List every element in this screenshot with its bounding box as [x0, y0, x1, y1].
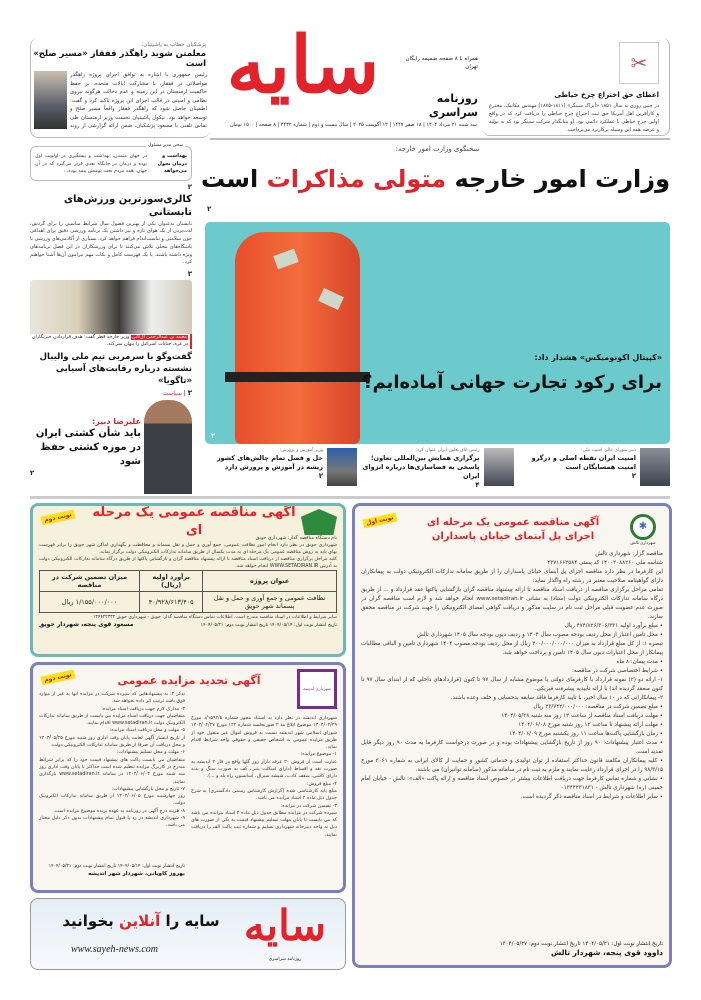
ad-line: • مبلغ برآورد اولیه ۴۷۴/۸۲۶/۳۰۶/۳۳۱ ریال — [564, 623, 663, 629]
qatar-minister-photo — [30, 280, 192, 334]
ad-line: ۲- مبلغ فروش: — [306, 781, 337, 787]
online-banner[interactable] — [30, 898, 346, 970]
story-body: رئیس جمهوری با اشاره به توافق اجرای پروژه راهگذر مواصلاتی در قفقاز، با مشارکت ایالات متحده، بر حفظ حاکمیت ارمنستان در این زمینه و عدم دخالت هرگونه نیروی نظامی و امنیتی در قالب اجرای این پروژه تاکید کرد و گفت: اطمینان حاصل شود که راهگذر قفقاز واقعاً مسیر صلح و توسعه خواهد بود. نیکول پاشینیان نخست وزیر ارمنستان طی تماس تلفنی با مسعود پزشکیان، ضمن ارائه گزارشی از روند — [70, 72, 207, 129]
ad-dates: تاریخ انتشار نوبت اول: ۱۴۰۴/۰۵/۱۴ تاریخ انتشار نوبت دوم: ۱۴۰۴/۰۵/۲۱ — [200, 622, 337, 628]
hoveyzeh-logo — [301, 509, 337, 535]
ad-line: عبارت است از فروش ۳۰ غرفه بازار روز گلها واقع در فاز ۲ اندیشه به صورت نقد و اقساط (دارای اسکلت بتنی، کف به صورت سنگ و بدنه دارای کاشی، سقف کاذب، شیشه سیرال، آسانسور، راه پله و ...). — [191, 759, 337, 780]
tender-table — [39, 570, 337, 613]
ad-line: ۸- هزینه درج آگهی در روزنامه به عهده برنده موضوع مزایده است. — [53, 808, 185, 814]
mini-stories — [205, 448, 670, 492]
wrestling-speaker: علیرضا دبیر: — [91, 417, 141, 427]
table-header: عنوان پروژه — [203, 571, 337, 592]
lead-kicker: سخنگوی وزارت امور خارجه: — [395, 145, 480, 153]
table-cell: ۴۰/۹۲۸/۶۱۳/۴۰۵ — [140, 592, 203, 613]
banner-text: سایه را — [160, 912, 220, 930]
page-ref: ۳ — [187, 388, 192, 397]
ad-line: شهرداری حویق در نظر دارد انجام امور نظافت عمومی، جمع آوری و حمل و نقل پسماند و محافظت و نگهداری اماکن شهر حویق را برابر فهرست بهای پایه به روش مناقصه عمومی یک مرحله ای به مدت یکسال از طریق سامانه تدارکات الکترونیکی دولت برگزار نماید. — [39, 543, 337, 555]
editorial-label: سخن مدیر مسئول — [148, 143, 183, 148]
ad-line: • مدت پیمان: ۸ ماه — [616, 659, 663, 665]
feature-title: برای رکود تجارت جهانی آماده‌ایم؟ — [362, 372, 662, 393]
ad-body — [39, 535, 337, 570]
ad-line: روز چهارشنبه مورخ ۱۴۰۴/۰۶/۰۵ از طریق سامانه تدارکات الکترونیک دولت. — [39, 794, 185, 807]
story-title: امنیت ایران نقطه اصلی و درگرو امنیت همسایگان است — [531, 454, 636, 471]
ad-line: از تاریخ انتشار آگهی لغایت پایان وقت اداری روز شنبه مورخ ۱۴۰۴/۰۵/۲۵ و محل دریافت آن صرفا از طریق سامانه تدارکات الکترونیکی دولت. — [39, 735, 185, 749]
ad-dates: تاریخ انتشار نوبت اول: ۱۴۰۴/۰۵/۱۴ تاریخ انتشار نوبت دوم: ۱۴۰۴/۰۵/۲۱ — [48, 864, 185, 869]
page-ref: ۲ — [631, 472, 636, 480]
ad-line: • شرایط اختصاصی شرکت در مناقصه: — [572, 668, 663, 674]
masthead-right-story — [482, 38, 670, 136]
andisheh-logo: شهرداری اندیشه — [297, 669, 337, 709]
wrestler-photo — [144, 400, 192, 495]
table-cell: نظافت عمومی و جمع آوری و حمل و نقل پسماند شهر حویق — [203, 592, 337, 613]
ad-line: ۱- موضوع مزایده: — [300, 752, 337, 758]
banner-tagline: روزنامه سراسری — [268, 957, 302, 962]
headline-highlight: متولی مذاکرات — [266, 165, 447, 193]
talesh-logo — [623, 514, 663, 546]
editorial-title: بهداشت و درمان تحول می‌خواهد — [157, 153, 187, 174]
masthead-rule — [210, 138, 670, 140]
flower-icon: ✱ — [630, 514, 656, 540]
masthead-logo[interactable] — [218, 18, 388, 118]
page-ref: ۲ — [30, 469, 35, 478]
ad-line: ۲- پیمانکارانی که در ۱۰ سال اخیر، با تایید کارفرما فاقد سابقه بدحسابی و خلف وعده باشند. — [450, 695, 663, 701]
page-ref: ۲ — [187, 182, 192, 191]
ad-line: متقاضیان جهت دریافت اسناد مزایده می بایست از طریق سامانه تدارکات الکترونیک دولت www.setadiran.ir اقدام نمایند. — [39, 713, 185, 727]
ad-badge: نوبت اول — [362, 513, 397, 529]
ad-badge: نوبت دوم — [40, 510, 75, 526]
story-title[interactable]: معلمتن شوید راهگذر قفقاز «مسیر صلح» است — [33, 49, 206, 69]
money-note — [273, 249, 298, 270]
caption-text: وزیر خارجه قطر گفت: هدف قراردادن خبرنگاران در غزه، جنایات اسرائیل را پنهان نمی‌کند. — [31, 334, 188, 347]
editorial-box[interactable] — [30, 143, 192, 181]
supplement-note: همراه با ۸ صفحه ضمیمه رایگان تهران — [405, 56, 478, 70]
ad-line: تبصره ۱: از کل مبلغ قرارداد به میزان ۳۰۰/۰۰۰/۰۰۰/۰۰۰ ریال از محل ردیف بودجه مصوب ۱۴۰۴ شهرداری تامین و الباقی مطالبات پیمانکار از محل اعتبارات دیون سال ۱۴۰۵ تامین و پرداخت خواهد شد. — [361, 641, 663, 656]
wrestling-story[interactable] — [30, 400, 192, 495]
story-kicker: وزیر آموزش و پرورش: — [279, 448, 323, 453]
ad-body-left — [39, 691, 185, 863]
story-title[interactable]: اعطای حق اختراع چرخ خیاطی — [554, 91, 659, 99]
ad-line: این کارفرما در نظر دارد مناقصه اجرای پل آبنمای خیابان پاسداران را از طریق سامانه تدارکات الکترونیکی دولت به پیمانکاران دارای گواهینامه صلاحیت معتبر در رشته راه واگذار نماید: — [361, 569, 663, 584]
story-body: در چنین روزی به سال ۱۸۵۱ «آیزاک سینگر» (۱۸۱۱-۱۸۷۵) مهندس مکانیک، مخترع و کارآفرین اهل آمریکا حق ثبت اختراع چرخ خیاطی را دریافت کرد که در واقع اولین چرخ خیاطی با عملکرد دائمی بود. او بنیانگذار شرکت سینگر بود که به تولید و عرضه همه این وسیله پرکاربرد می‌پرداخت. — [489, 103, 659, 133]
ad-line: تمامی مراحل برگزاری مناقصه از دریافت اسناد مناقصه تا ارائه پیشنهاد مناقصه گران بازگشایی پاکتها عقد قرارداد و ... از طریق درگاه سامانه تدارکات الکترونیکی دولت (ستاد) به نشانی www.setadiran.ir انجام خواهد شد و لازم است مناقصه گران در صورت عدم عضویت قبلی مراحل ثبت نام در سایت مذکور و دریافت گواهی امضای الکترونیکی را جهت شرکت در مناقصه محقق سازند. — [361, 587, 663, 620]
ad-line: تذکر ۲: به پیشنهادهایی که سپرده شرکت در مزایده آنها به غیر از موارد فوق باشد ترتیب اثر داده نخواهد شد. — [39, 692, 185, 705]
ad-line: ۷- تاریخ و محل بازگشایی پیشنهادات: — [111, 786, 185, 792]
page-ref: ۲ — [211, 432, 216, 440]
ad-title: آگهی تجدید مزایده عمومی — [117, 673, 261, 687]
ad-line: • سایر اطلاعات و شرایط در اسناد مناقصه ذکر گردیده است. — [520, 794, 663, 800]
ad-line: ۵- مهلت و محل دریافت اسناد مزایده: — [109, 728, 185, 734]
ad-signature: مسعود قوی پنجه، شهردار حویق — [39, 621, 134, 628]
story-photo — [484, 448, 514, 486]
page-ref: ۲ — [207, 205, 212, 213]
ad-line: ۶- مهلت و محل تسلیم پیشنهادات: — [116, 750, 185, 756]
logo-wordmark: سایه — [226, 20, 380, 111]
ad-line: ۴- مدارک لازم جهت دریافت اسناد مزایده: — [101, 706, 185, 712]
table-header: میزان تضمین شرکت در مناقصه — [40, 571, 140, 592]
ad-dates: تاریخ انتشار نوبت اول: ۱۴۰۴/۰۵/۲۱ تاریخ انتشار نوبت دوم: ۱۴۰۴/۰۵/۲۷ — [499, 941, 663, 947]
feature-banner[interactable] — [205, 222, 670, 444]
ad-signature: بهروز کاویانی، شهردار شهر اندیشه — [88, 871, 185, 877]
ad-line: سپرده شرکت در مزایده مطابق جدول ذیل ماده ۲ اسناد مزایده می باشد که می بایست تا پایان مهلت تسلیم پیشنهاد قیمت به یکی از صورت های ذیل به واحد دبیرخانه شهرداری تسلیم و شماره ثبت پاکت الف را دریافت نمایند. — [191, 810, 337, 838]
mini-story[interactable] — [518, 448, 670, 492]
website-link[interactable]: www.sayeh-news.com — [71, 944, 159, 955]
andisheh-auction-ad[interactable] — [30, 662, 346, 893]
tagline: روزنامه سراسری — [428, 92, 478, 119]
feature-kicker: «کپیتال اکونومیکس» هشدار داد: — [534, 353, 662, 362]
page-ref: ۴ — [475, 481, 480, 489]
photo-caption — [30, 334, 192, 349]
story-kicker: رئیس اتاق تعاون ایران عنوان کرد: — [415, 448, 480, 453]
ad-line: شهرداری اندیشه در نظر دارد به استناد مجوز شماره ۱۵۹۲/۵/د مورخ ۱۴۰۴/۰۲/۲۹ موضوع ابلاغ بند ۲ صورتجلسه شماره ۱۳۲ مورخ ۱۴۰۴/۰۲/۲۷ شورای اسلامی شهر اندیشه نسبت به فروش اموال غیر منقول خود از طریق مزایده عمومی به اشخاص حقیقی و حقوقی واجد شرایط اقدام نماید. — [191, 716, 337, 751]
banner-text: بخوانید — [62, 912, 119, 930]
sports-body: تابستان به‌عنوان یکی از بهترین فصول سال شرایط مناسبی را برای گردش، لذت‌بردن از یک هوای تازه و نیز داشتن یک برنامه ورزشی دقیق برای اهدافی چون سلامتی و تناسب‌اندام فراهم خواهد کرد. بسیاری از آکادمی‌های ورزشی با باشگاه‌های محلی تلاش می‌کنند تا برای ورزشکاران در این فصل برنامه‌های ویژه داشته باشند. با یک فهرست کامل و نکات مهم پیرامون آن‌ها آشنا خواهیم کرد. — [30, 220, 192, 266]
ad-line: • زمان بازگشایی پاکت‌ها ساعت ۱۱ روز یکشنبه مورخ ۱۴۰۴/۰۶/۰۹ — [509, 731, 663, 737]
ad-line: ۱- ارائه دو (۲) نمونه قرارداد با کارفرمای دولتی یا موضوع مشابه از سال ۹۷ تا کنون (قراردادهای داخلی که از ابتدای سال ۹۷ تا کنون منعقد گردیده اند) با ارائه تاییدیه پیشرفت فیزیکی. — [361, 677, 663, 692]
lead-headline[interactable] — [200, 160, 670, 198]
volleyball-ref: ۳ | سیاست — [162, 388, 192, 397]
banner-highlight: آنلاین — [119, 912, 161, 930]
logo-label: شهرداری تالش — [630, 540, 656, 545]
editorial-body: در جهان متمدن، بهداشت و پیشگیری در اولویت اول بوده و درمان در جایگاه بعدی قرار می‌گیرد که در آن جهان، همه مردم تحت پوشش بیمه بوده... — [35, 154, 147, 174]
left-sidebar — [30, 143, 192, 494]
dateline: سه شنبه ۲۱ مرداد ۱۴۰۴ | ۱۸ صفر ۱۴۴۷ | ۱۲ آگوست ۲۰۲۵ | سال بیست و دوم | شماره ۴۴۳۲ | ۸ صفحه | ۱۵۰۰ تومان — [229, 122, 477, 128]
ad-body-right — [191, 691, 337, 886]
ad-line: • محل تامین اعتبار از محل ردیف بودجه مصوب سال ۱۴۰۴ و ردیف دیون بودجه سال ۱۴۰۵ شهرداری تالش — [416, 632, 663, 638]
volleyball-headline[interactable]: گفت‌وگو با سرمربی تیم ملی والیبال نشسته درباره رقابت‌های آسیایی «تاگویا» — [39, 351, 192, 386]
ad-line: • مدت اعتبار پیشنهادات: ۹۰ روز از تاریخ بازگشایی پیشنهادات بوده و در صورت درخواست کارفرما به مدت ۹۰ روز دیگر قابل تمدید است. — [361, 740, 663, 755]
hoveyzeh-tender-ad[interactable] — [30, 503, 346, 657]
ad-line: مبلغ پایه کارشناسی شده (گزارش کارشناس رسمی دادگستری) به شرح جدول ذیل ماده ۲ اسناد مزایده می باشد. — [191, 788, 337, 802]
ad-title: آگهی مناقصه عمومی یک مرحله ای — [92, 505, 296, 538]
ad-line: مناقصه گزار: شهرداری تالش — [595, 551, 663, 557]
vest-strap — [225, 372, 370, 382]
banner-headline — [51, 911, 231, 931]
ad-footer: سایر شرایط و اطلاعات در اسناد مناقصه مندرج است. اطلاعات تماس دستگاه مناقصه گذار: حویق - شهرداری حویق ۰۱۳۴۴۲۲۳۳۲ — [90, 615, 337, 620]
money-note — [318, 288, 344, 310]
ad-line: کلیه مراحل برگزاری مناقصه از دریافت اسناد مناقصه تا ارائه پیشنهاد مناقصه گران و بازگشایی پاکتها از طریق درگاه سامانه تدارکات الکترونیکی دولت به آدرس WWW.SETADIRAN.IR انجام خواهد شد. — [39, 557, 337, 569]
masthead-left-story — [30, 38, 210, 138]
table-header: برآورد اولیه (ریال) — [140, 571, 203, 592]
story-photo — [327, 448, 357, 486]
story-title: برگزاری همایش بین‌المللی تعاون؛ پاسخی به فضاسازی‌ها درباره انزوای ایران — [362, 454, 480, 480]
ad-line: ۳- تضمین شرکت در مزایده: — [280, 803, 337, 809]
ad-line: • کلیه پیمانکاران مکلفند قانون حداکثر استفاده از توان تولیدی و خدماتی کشور و حمایت از کالای ایرانی به شماره ۳۰۶۱ مورخ ۹۸/۳/۱۵ را در اجرای قرارداد رعایت نمایند و ملزم به ثبت نام در سامانه مذکور (سامانه توانیران) می باشند. — [361, 758, 663, 773]
table-cell: ۱/۱۵۵/۰۰۰/۰۰۰ ریال — [40, 592, 140, 613]
sewing-machine-icon: ✂ — [619, 42, 659, 84]
ad-line: ۹- شهرداری اندیشه در رد یا قبول تمام پیشنهادات بدون ذکر دلیل مختار می باشد. — [39, 816, 185, 829]
ad-line: • مبلغ تضمین شرکت در مناقصه: ۲۳/۷۴۲/۰۰۰/۰۰۰ ریال — [533, 704, 663, 710]
story-kicker: پزشکیان خطاب به پاشینیان: — [141, 42, 206, 48]
story-kicker: دبیر شورای عالی امنیت ملی: — [581, 448, 636, 453]
ad-title: آگهی مناقصه عمومی یک مرحله ای اجرای پل آبنمای خیابان پاسداران — [426, 517, 600, 542]
headline-text: وزارت امور خارجه — [446, 165, 670, 193]
caption-name: محمد بن عبدالرحمن آل‌ثانی — [131, 334, 187, 340]
ad-line: نام دستگاه مناقصه گذار: شهرداری حویق — [255, 536, 337, 541]
mini-story[interactable] — [205, 448, 357, 492]
ad-line: • نشانی و شماره تماس کارفرما جهت دریافت اطلاعات بیشتر در خصوص اسناد مناقصه و ارائه پاکت «الف»: تالش - خیابان امام خمینی (ره) شهرداری تالش - ۰۱۳۴۴۲۳۱۸۳۱ — [361, 776, 663, 791]
sports-headline[interactable]: کالری‌سوزترین ورزش‌های تابستانی — [63, 193, 192, 218]
ad-line: متقاضیان می بایست پاکت های پیشنهاد قیمت خود را که برابر شرایط مندرج در کاربرگ مزایده تنظیم شده است حداکثر تا پایان وقت اداری روز سه شنبه مورخ ۱۴۰۴/۰۶/۰۴ در سامانه www.setadiran.ir بارگذاری نمایند. — [39, 757, 185, 785]
ad-line: • مهلت دریافت اسناد مناقصه از ساعت ۱۲ روز سه شنبه ۱۴۰۴/۰۵/۲۸ — [501, 713, 663, 719]
ad-line: • مهلت ارائه پیشنهاد تا ساعت ۱۳ روز شنبه مورخ ۱۴۰۴/۰۶/۰۸ — [518, 722, 663, 728]
section-divider — [30, 496, 670, 499]
ad-line: شناسه ملی ۱۴۰۰۲۰۸۸۲۶۰ کد پستی ۴۳۷۱۶۶۳۵۸۴ — [547, 560, 663, 566]
headline-text: است — [200, 165, 267, 193]
ad-body — [361, 550, 663, 940]
story-title: حل و فصل تمام چالش‌های کشور ریشه در آموزش و پرورش دارد — [216, 454, 323, 471]
banner-logo: سایه — [243, 901, 327, 950]
ad-signature: داوود قوی پنجه، شهردار تالش — [551, 948, 663, 957]
page-ref: ۳ — [187, 269, 192, 278]
life-vest-image — [235, 232, 360, 444]
talesh-tender-ad[interactable] — [352, 503, 672, 968]
wrestling-headline: باید شأن کشتی ایران در موزه کشتی حفظ شود — [35, 428, 141, 468]
mini-story[interactable] — [362, 448, 514, 492]
ad-badge: نوبت دوم — [40, 670, 75, 686]
president-photo — [34, 71, 67, 129]
section-tag: سیاست — [162, 389, 182, 397]
page-ref: ۲ — [318, 472, 323, 480]
story-photo — [640, 448, 670, 486]
